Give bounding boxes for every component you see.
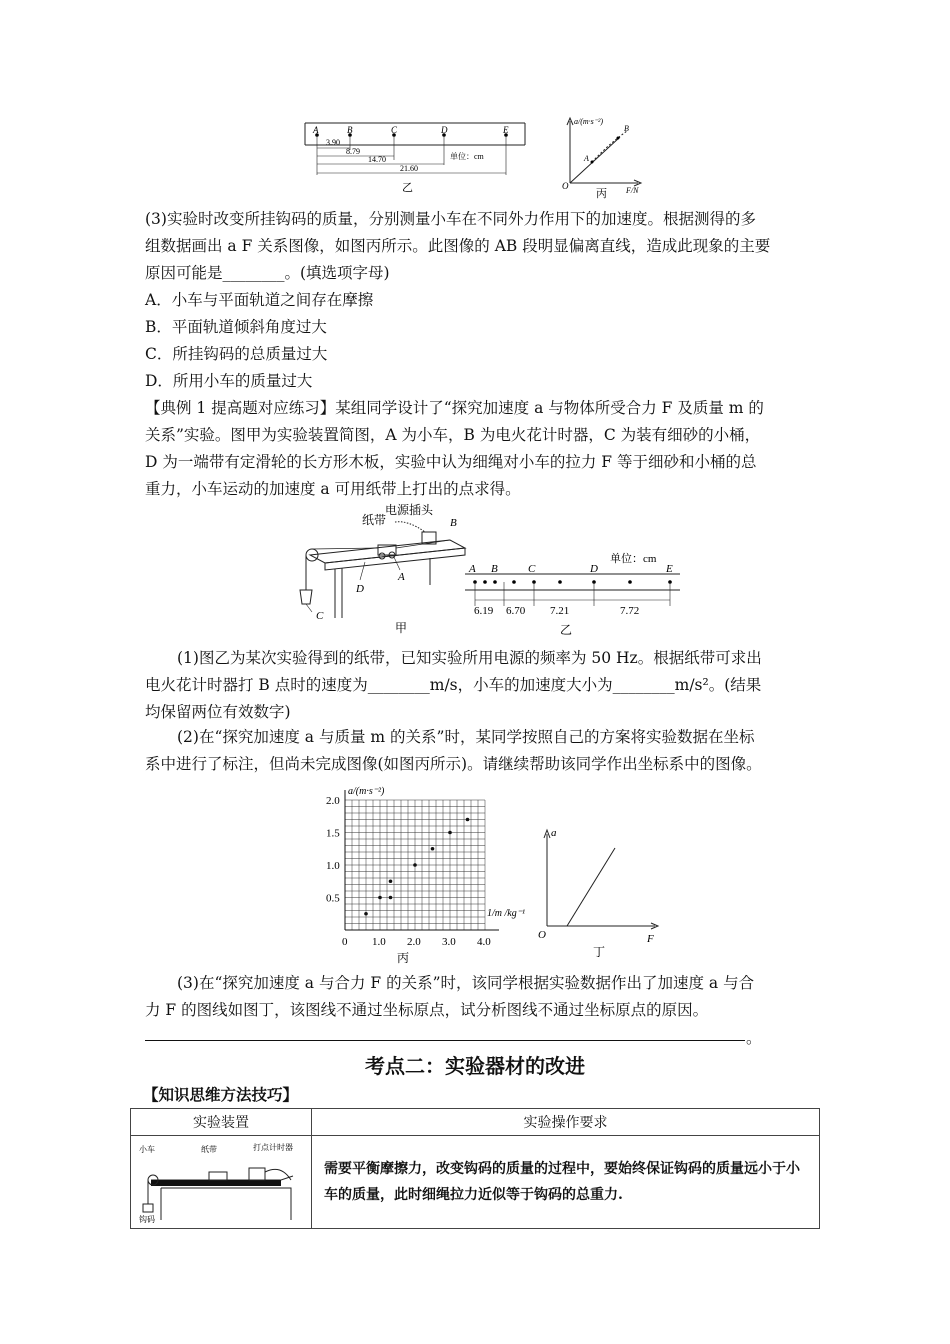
svg-text:E: E (666, 563, 673, 575)
answer-blank[interactable] (145, 1040, 745, 1041)
svg-text:C: C (316, 610, 324, 622)
device-diagram (131, 1136, 309, 1224)
y-tick-label: 1.5 (326, 827, 340, 840)
svg-text:B: B (347, 125, 353, 135)
answer-end: 。 (746, 1029, 762, 1047)
example-line3: D 为一端带有定滑轮的长方形木板，实验中认为细绳对小车的拉力 F 等于细砂和小桶的总 (145, 453, 757, 471)
q1-line3: 均保留两位有效数字) (145, 703, 291, 721)
svg-text:C: C (391, 125, 398, 135)
svg-text:D: D (356, 583, 364, 595)
x-tick-label: 3.0 (442, 936, 456, 948)
svg-text:A: A (584, 154, 589, 163)
option-d: D．所用小车的质量过大 (145, 372, 313, 390)
data-point (413, 863, 417, 867)
svg-text:甲: 甲 (395, 621, 408, 635)
svg-text:乙: 乙 (402, 182, 413, 194)
data-point (431, 847, 435, 851)
svg-text:丙: 丙 (596, 188, 607, 200)
x-axis-label: 1/m /kg⁻¹ (487, 908, 525, 919)
q3b-line2: 力 F 的图线如图丁，该图线不通过坐标原点，试分析图线不通过坐标原点的原因。 (145, 1001, 709, 1019)
col-header-req: 实验操作要求 (312, 1109, 820, 1136)
ding-origin: O (538, 929, 546, 941)
svg-text:a/(m·s⁻²): a/(m·s⁻²) (574, 117, 604, 126)
q2-line2: 系中进行了标注，但尚未完成图像(如图丙所示)。请继续帮助该同学作出坐标系中的图像。 (145, 755, 762, 773)
a-vs-inverse-mass-chart (320, 780, 530, 965)
x-tick-label: 4.0 (477, 936, 491, 948)
apparatus-figure (290, 500, 690, 640)
example-line2: 关系”实验。图甲为实验装置简图，A 为小车，B 为电火花计时器，C 为装有细砂的小桶， (145, 426, 761, 444)
svg-text:小车: 小车 (139, 1145, 155, 1154)
svg-text:B: B (450, 517, 457, 529)
graph-ding (535, 820, 665, 960)
requirement-text: 需要平衡摩擦力，改变钩码的质量的过程中，要始终保证钩码的质量远小于小车的质量，此时细绳拉力近似等于钩码的总重力. (312, 1136, 820, 1229)
x-tick-label: 1.0 (372, 936, 386, 948)
svg-text:E: E (503, 125, 509, 135)
y-tick-label: 2.0 (326, 795, 340, 807)
paper-tape-mid (465, 552, 680, 637)
data-point (389, 879, 393, 883)
svg-text:打点计时器: 打点计时器 (253, 1143, 293, 1152)
top-figure (300, 115, 650, 200)
svg-text:乙: 乙 (560, 623, 573, 637)
svg-text:单位：cm: 单位：cm (610, 553, 657, 565)
q1-line1: (1)图乙为某次实验得到的纸带，已知实验所用电源的频率为 50 Hz。根据纸带可求出 (177, 649, 762, 667)
svg-text:O: O (562, 181, 569, 191)
y-tick-label: 1.0 (326, 860, 340, 872)
svg-text:C: C (528, 563, 536, 575)
improvement-table (130, 1108, 820, 1229)
data-point (466, 818, 470, 822)
apparatus-jia (300, 502, 465, 635)
svg-text:B: B (491, 563, 498, 575)
graph-bing-top (562, 117, 641, 200)
svg-text:14.70: 14.70 (368, 155, 386, 164)
svg-text:6.70: 6.70 (506, 605, 526, 617)
svg-text:电源插头: 电源插头 (385, 503, 434, 517)
svg-text:钩码: 钩码 (139, 1215, 155, 1224)
ding-axis-x: F (647, 933, 654, 945)
svg-text:21.60: 21.60 (400, 164, 418, 173)
q2-line1: (2)在“探究加速度 a 与质量 m 的关系”时，某同学按照自己的方案将实验数据在坐标 (177, 728, 755, 746)
data-point (389, 896, 393, 900)
data-point (364, 912, 368, 916)
svg-text:纸带: 纸带 (362, 513, 387, 527)
data-point (378, 896, 382, 900)
svg-text:8.79: 8.79 (346, 147, 360, 156)
y-axis-label: a/(m·s⁻²) (348, 786, 385, 797)
method-heading: 【知识思维方法技巧】 (143, 1085, 299, 1104)
option-b: B．平面轨道倾斜角度过大 (145, 318, 327, 336)
q3-line2: 组数据画出 a F 关系图像，如图丙所示。此图像的 AB 段明显偏离直线，造成此现象的主要 (145, 237, 771, 255)
option-a: A．小车与平面轨道之间存在摩擦 (145, 291, 374, 309)
svg-text:单位：cm: 单位：cm (450, 152, 484, 161)
q3b-line1: (3)在“探究加速度 a 与合力 F 的关系”时，该同学根据实验数据作出了加速度 a 与合 (177, 974, 755, 992)
q1-line2: 电火花计时器打 B 点时的速度为________m/s，小车的加速度大小为________m/s²。(结果 (145, 676, 762, 694)
q3-line3: 原因可能是________。(填选项字母) (145, 264, 390, 282)
svg-text:A: A (469, 563, 476, 575)
paper-tape-yi (305, 123, 525, 194)
example-line4: 重力，小车运动的加速度 a 可用纸带上打出的点求得。 (145, 480, 521, 498)
option-c: C．所挂钩码的总质量过大 (145, 345, 328, 363)
section-title: 考点二：实验器材的改进 (365, 1054, 585, 1078)
svg-text:B: B (624, 124, 629, 133)
svg-text:3.90: 3.90 (326, 138, 340, 147)
x-tick-label: 2.0 (407, 936, 421, 948)
svg-text:6.19: 6.19 (474, 605, 494, 617)
svg-text:A: A (398, 571, 405, 583)
data-point (448, 831, 452, 835)
q3-line1: (3)实验时改变所挂钩码的质量，分别测量小车在不同外力作用下的加速度。根据测得的多 (145, 210, 756, 228)
svg-text:F/N: F/N (626, 186, 639, 195)
ding-axis-y: a (551, 827, 557, 839)
svg-text:A: A (313, 125, 319, 135)
svg-text:7.72: 7.72 (620, 605, 640, 617)
ding-caption: 丁 (593, 945, 606, 959)
svg-text:7.21: 7.21 (550, 605, 570, 617)
example-line1: 【典例 1 提高题对应练习】某组同学设计了“探究加速度 a 与物体所受合力 F 及质量 m 的 (145, 399, 764, 417)
device-cell (131, 1136, 312, 1229)
col-header-device: 实验装置 (131, 1109, 312, 1136)
y-tick-label: 0.5 (326, 892, 340, 905)
svg-text:D: D (441, 125, 448, 135)
chart-caption: 丙 (397, 951, 410, 965)
x-tick-label: 0 (342, 936, 348, 948)
svg-text:纸带: 纸带 (201, 1145, 217, 1154)
svg-text:D: D (590, 563, 598, 575)
